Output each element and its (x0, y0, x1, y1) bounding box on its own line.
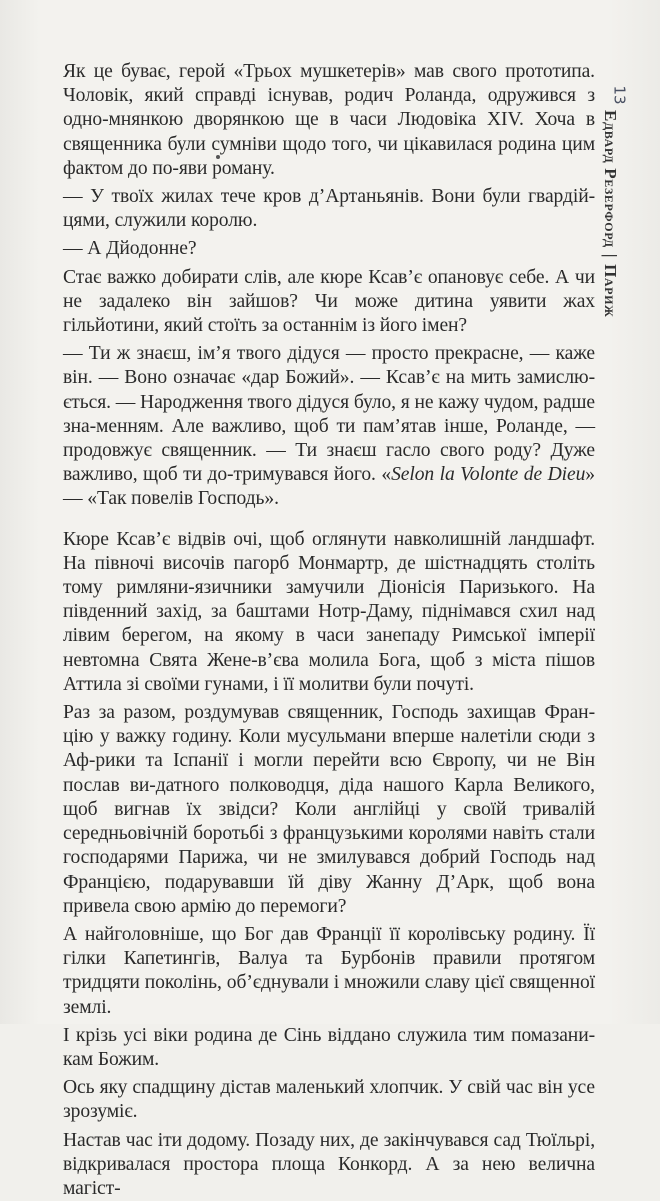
running-head (603, 110, 637, 350)
paragraph (63, 1129, 595, 1201)
paragraph (63, 1076, 595, 1124)
text-run: — Ти ж знаєш, ім’я твого дідуся — просто прекрасне, — каже він. — Воно означає «дар Божий». — Ксав’є на мить замислю-ється. — Народження твого дідуся було, я не кажу чудом, радше зна-менням. Але важливо, щоб ти пам’ятав інше, Роланде, — продовжує священник. — Ти знаєш гасло свого роду? Дуже важливо, щоб ти до-тримувався його. « (63, 343, 595, 486)
running-head-separator: | (601, 253, 620, 259)
text-run: Кюре Ксав’є відвів очі, щоб оглянути навколишній ландшафт. На півночі височів пагорб Монмартр, де шістнадцять століть тому римляни-язичники замучили Діонісія Паризького. На південний захід, за баштами Нотр-Даму, піднімався схил над лівим берегом, на якому в часи занепаду Римської імперії невтомна Свята Жене-в’єва молила Бога, щоб з міста пішов Аттила зі своїми гунами, і її молитви були почуті. (63, 528, 595, 695)
running-head-title: Париж (601, 264, 620, 318)
paragraph (63, 1024, 595, 1072)
paragraph (63, 528, 595, 697)
italic-phrase: Selon la Volonte de Dieu (391, 464, 586, 486)
paragraph (63, 185, 595, 233)
page-number: 13 (610, 85, 629, 105)
text-run: Як це буває, герой «Трьох мушкетерів» мав свого прототипа. Чоловік, який справді існував, родич Роланда, одружився з одно-мнянкою дворянкою ще в часи Людовіка XIV. Хоча в священника були сумніви щодо того, чи цікавилася родина цим фактом до по-яви роману. (63, 61, 595, 179)
paragraph (63, 701, 595, 919)
text-run: А найголовніше, що Бог дав Франції її королівську родину. Її гілки Капетингів, Валуа та Бурбонів правили протягом тридцяти поколінь, об’єднували і множили славу цієї священної землі. (63, 923, 595, 1018)
text-run: Раз за разом, роздумував священник, Господь захищав Фран-цію у важку годину. Коли мусульмани вперше налетіли сюди з Аф-рики та Іспанії і могли перейти всю Європу, чи не Він послав ви-датного полководця, діда нашого Карла Великого, щоб вигнав їх звідси? Коли англійці у своїй тривалій середньовічній боротьбі з французькими королями навіть стали господарями Парижа, чи не змилувався добрий Господь над Францією, подарувавши їй діву Жанну Д’Арк, щоб вона привела свою армію до перемоги? (63, 702, 595, 917)
paragraph (63, 60, 595, 181)
paragraph (63, 266, 595, 339)
body-text (63, 60, 595, 1201)
text-run: Настав час іти додому. Позаду них, де закінчувався сад Тюїльрі, відкривалася простора площа Конкорд. А за нею велична магіст- (63, 1129, 595, 1199)
text-run: » — «Так повелів Господь». (63, 464, 595, 510)
text-run: Ось яку спадщину дістав маленький хлопчик. У свій час він усе зрозуміє. (63, 1077, 595, 1123)
text-run: — А Дйодонне? (63, 238, 197, 260)
text-run: — У твоїх жилах тече кров д’Артаньянів. Вони були гвардій-цями, служили королю. (63, 186, 595, 232)
paragraph (63, 923, 595, 1020)
running-head-author: Едвард Резерфорд (601, 110, 620, 248)
paragraph (63, 237, 595, 261)
paragraph (63, 342, 595, 511)
text-run: Стає важко добирати слів, але кюре Ксав’є опановує себе. А чи не задалеко він зайшов? Чи може дитина уявити жах гільйотини, який стоїть за останнім із його імен? (63, 266, 595, 337)
text-run: І крізь усі віки родина де Сінь віддано служила тим помазани-кам Божим. (63, 1024, 595, 1070)
